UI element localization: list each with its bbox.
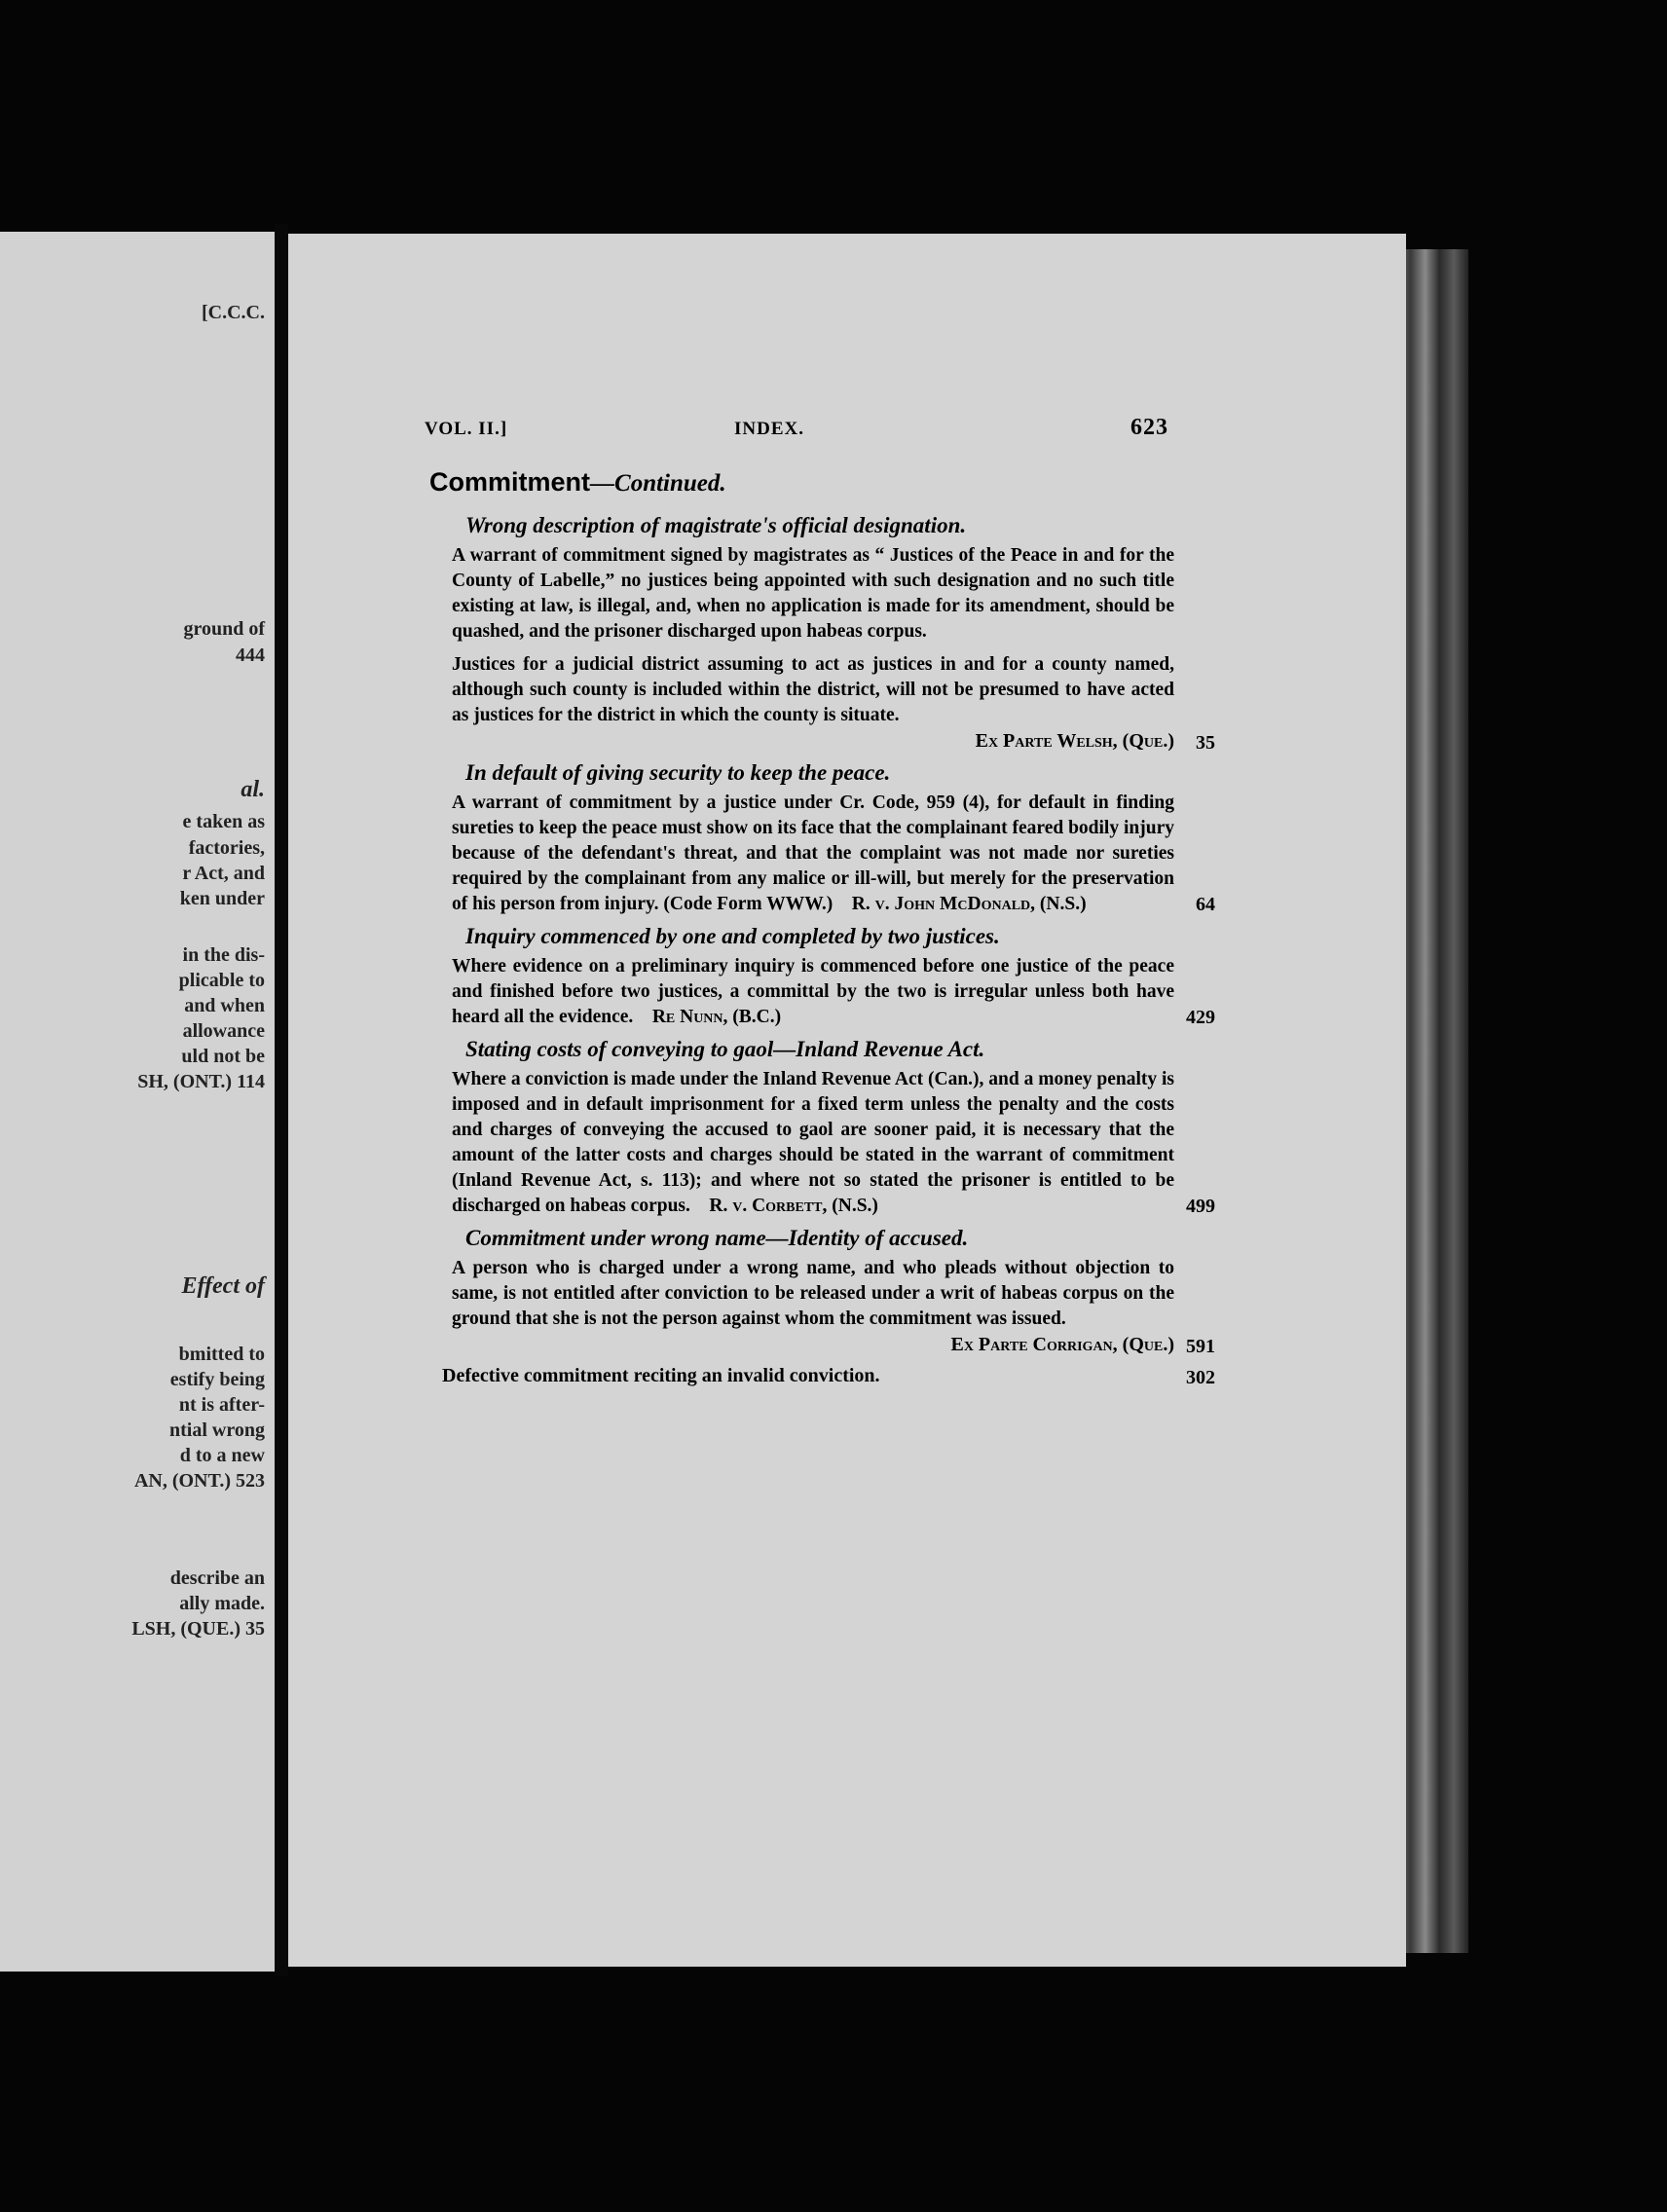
- left-page-fragment: ground of: [183, 618, 265, 640]
- book-gutter: [275, 224, 288, 1976]
- index-entry: [452, 1036, 1215, 1219]
- heading-continued: —Continued.: [590, 470, 726, 497]
- case-citation: Ex Parte Welsh, (Que.): [975, 730, 1174, 752]
- index-entry: [452, 759, 1215, 917]
- left-page-fragment: and when: [184, 995, 265, 1016]
- index-entry: [452, 512, 1215, 754]
- page-reference: 429: [1186, 1007, 1215, 1028]
- left-page-fragment: AN, (ONT.) 523: [133, 1470, 265, 1492]
- left-page-fragment: e taken as: [182, 811, 265, 832]
- entry-paragraph: [452, 1256, 1174, 1332]
- left-page-fragment: uld not be: [181, 1046, 265, 1067]
- left-page-fragment: allowance: [182, 1020, 265, 1042]
- left-page-fragment: nt is after-: [178, 1394, 265, 1416]
- entry-paragraph: [452, 954, 1215, 1030]
- heading-main: Commitment: [429, 467, 591, 497]
- final-line-text: Defective commitment reciting an invalid conviction.: [442, 1365, 880, 1386]
- case-line: [452, 1332, 1215, 1357]
- page-reference: 302: [1186, 1367, 1215, 1388]
- left-page-fragment: d to a new: [179, 1445, 265, 1466]
- right-page: [288, 234, 1406, 1967]
- entry-text: A warrant of commitment signed by magistrates as “ Justices of the Peace in and for the County of Labelle,” no justices being appointed with such designation and no such title existing at law, is illegal, and, when no application is made for its amendment, should be quashed, and the prisoner discharged upon habeas corpus.: [452, 545, 1174, 642]
- index-entry: [452, 923, 1215, 1030]
- final-line: [442, 1363, 1215, 1388]
- left-page-fragment: ken under: [179, 888, 265, 909]
- left-page-fragment: SH, (ONT.) 114: [137, 1071, 265, 1092]
- entry-paragraph: [452, 543, 1174, 645]
- left-page-fragment: factories,: [188, 837, 265, 859]
- page-reference: 591: [1186, 1336, 1215, 1357]
- entry-paragraph: [452, 791, 1215, 917]
- page-reference: 499: [1186, 1196, 1215, 1217]
- left-page-fragment: [C.C.C.: [202, 302, 265, 323]
- entry-text: Justices for a judicial district assuming to act as justices in and for a county named, although such county is included within the district, will not be presumed to have acted as justices for the district in which the county is situate.: [452, 654, 1174, 725]
- left-page-fragment: in the dis-: [182, 944, 265, 966]
- left-page-fragment: al.: [241, 777, 265, 802]
- left-page-fragment: bmitted to: [178, 1344, 265, 1365]
- case-citation: R. v. John McDonald, (N.S.): [851, 894, 1087, 914]
- left-page-fragment: ntial wrong: [169, 1419, 265, 1441]
- left-page-fragment: 444: [236, 645, 265, 666]
- entry-subheading: Stating costs of conveying to gaol—Inland Revenue Act.: [465, 1037, 985, 1061]
- entry-subheading: Inquiry commenced by one and completed by two justices.: [465, 924, 1000, 948]
- left-page-fragment: LSH, (QUE.) 35: [131, 1618, 265, 1640]
- entry-paragraph: [452, 1067, 1215, 1219]
- page-reference: 64: [1196, 894, 1215, 915]
- entry-text: A warrant of commitment by a justice under Cr. Code, 959 (4), for default in finding sureties to keep the peace must show on its face that the complainant feared bodily injury because of the defendant's threat, and that the complaint was not made nor sureties required by the complainant from any malice or ill-will, but merely for the preservation of his person from injury. (Code Form WWW.): [452, 793, 1174, 914]
- index-entries: [442, 508, 1215, 1388]
- entry-text: A person who is charged under a wrong name, and who pleads without objection to same, is not entitled after conviction to be released under a writ of habeas corpus on the ground that she is not the person against whom the commitment was issued.: [452, 1258, 1174, 1329]
- case-citation: R. v. Corbett, (N.S.): [709, 1196, 878, 1216]
- section-heading: [429, 467, 726, 498]
- left-page-fragment: describe an: [169, 1567, 265, 1589]
- left-page-fragment: ally made.: [179, 1593, 265, 1614]
- index-entry: [452, 1225, 1215, 1357]
- case-citation: Ex Parte Corrigan, (Que.): [950, 1334, 1174, 1355]
- entry-text: Where a conviction is made under the Inland Revenue Act (Can.), and a money penalty is imposed and in default imprisonment for a fixed term unless the penalty and the costs and charges of conveying the accused to gaol are sooner paid, it is necessary that the amount of the latter costs and charges should be stated in the warrant of commitment (Inland Revenue Act, s. 113); and where not so stated the prisoner is entitled to be discharged on habeas corpus.: [452, 1069, 1174, 1216]
- left-page-fragment: plicable to: [178, 970, 265, 991]
- entry-subheading: Commitment under wrong name—Identity of accused.: [465, 1226, 969, 1250]
- entry-subheading: In default of giving security to keep the peace.: [465, 760, 891, 785]
- volume-label: VOL. II.]: [425, 419, 508, 439]
- index-title: INDEX.: [734, 419, 804, 439]
- page-edges: [1396, 249, 1468, 1953]
- case-citation: Re Nunn, (B.C.): [651, 1007, 782, 1027]
- case-line: [452, 728, 1215, 754]
- page-number: 623: [1130, 415, 1168, 440]
- page-reference: 35: [1196, 732, 1215, 754]
- running-head: [425, 415, 1168, 448]
- entry-text: Where evidence on a preliminary inquiry is commenced before one justice of the peace and finished before two justices, a committal by the two is irregular unless both have heard all the evidence.: [452, 956, 1174, 1027]
- left-page-fragment: estify being: [169, 1369, 265, 1390]
- left-page-fragment: Effect of: [181, 1273, 265, 1299]
- entry-subheading: Wrong description of magistrate's official designation.: [465, 513, 967, 537]
- left-page: [0, 232, 275, 1972]
- entry-paragraph: [452, 652, 1174, 728]
- left-page-fragment: r Act, and: [182, 863, 265, 884]
